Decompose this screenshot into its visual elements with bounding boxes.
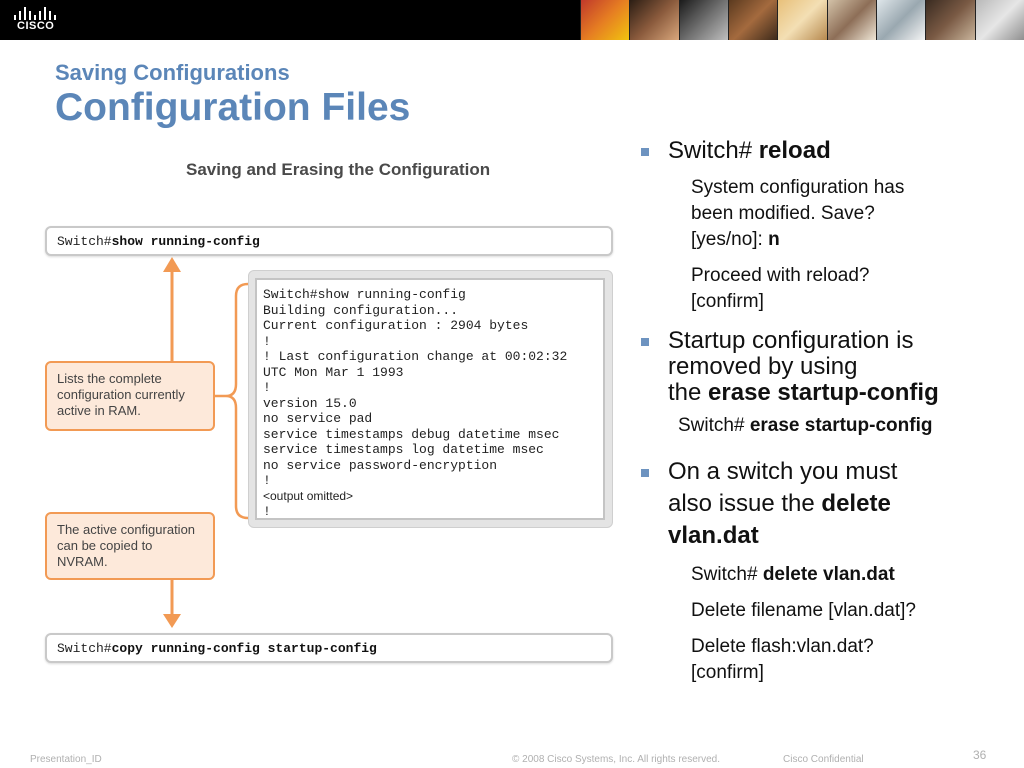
bullet-text [668, 523, 759, 549]
sub-bullet-line: [confirm] [691, 662, 764, 683]
footer-copyright: © 2008 Cisco Systems, Inc. All rights reserved. [512, 754, 721, 765]
bullet-square-icon [641, 338, 649, 346]
callout-running-config: Lists the complete configuration currently active in RAM. [45, 361, 215, 431]
bullet-text-part: also issue the [668, 490, 822, 517]
terminal-line: ! [263, 333, 271, 349]
bullet-text-bold: reload [758, 137, 831, 164]
sub-bullet-text: Switch# [678, 415, 750, 436]
terminal-line: Current configuration : 2904 bytes [263, 318, 529, 333]
callout-copy-to-nvram: The active configuration can be copied to NVRAM. [45, 512, 215, 580]
bullet-text-part: Switch# [668, 137, 759, 164]
terminal-output [255, 278, 605, 520]
sub-bullet-bold: n [768, 229, 780, 250]
bullet-text [668, 380, 939, 406]
sub-bullet-line: been modified. Save? [691, 203, 875, 224]
bullet-text-bold: erase startup-config [708, 379, 939, 406]
sub-bullet-line: Delete filename [vlan.dat]? [691, 600, 916, 621]
terminal-line: UTC Mon Mar 1 1993 [263, 364, 404, 380]
sub-bullet-line [691, 227, 780, 253]
terminal-line: service timestamps log datetime msec [263, 442, 544, 457]
sub-bullet-text: [yes/no]: [691, 229, 769, 250]
terminal-line: service timestamps debug datetime msec [263, 426, 560, 442]
sub-bullet-line: System configuration has [691, 177, 905, 198]
terminal-line: ! [263, 504, 271, 519]
command-prompt: Switch# [57, 234, 112, 249]
terminal-line: ! Last configuration change at 00:02:32 [263, 349, 568, 364]
sub-bullet-bold: delete vlan.dat [762, 564, 895, 585]
terminal-line: Building configuration... [263, 302, 459, 318]
bullet-square-icon [641, 469, 649, 477]
sub-bullet-line: Proceed with reload? [691, 265, 870, 286]
bullet-text-part: the [668, 379, 709, 406]
bullet-text [668, 491, 891, 517]
diagram-title: Saving and Erasing the Configuration [186, 160, 491, 179]
sub-bullet-line [691, 562, 895, 588]
page-number: 36 [973, 748, 987, 762]
command-text: copy running-config startup-config [111, 641, 377, 656]
logo-wordmark: CISCO [17, 20, 55, 32]
slide-subtitle: Saving Configurations [55, 60, 290, 85]
copy-running-config-command [45, 633, 613, 663]
footer-presentation-id: Presentation_ID [30, 754, 102, 765]
terminal-line: version 15.0 [263, 395, 357, 411]
bullet-text: On a switch you must [668, 458, 898, 485]
slide-title: Configuration Files [55, 86, 411, 129]
sub-bullet-line: [confirm] [691, 291, 764, 312]
sub-bullet-text: Switch# [691, 564, 763, 585]
terminal-line: <output omitted> [263, 488, 354, 503]
bullet-text-bold: delete [821, 490, 891, 517]
sub-bullet-line: Delete flash:vlan.dat? [691, 636, 874, 657]
bullet-square-icon [641, 148, 649, 156]
bullet-text: Startup configuration is [668, 327, 914, 354]
terminal-line: ! [263, 380, 271, 395]
footer-confidential: Cisco Confidential [783, 754, 864, 765]
terminal-line: no service password-encryption [263, 457, 498, 473]
sub-bullet-bold: erase startup-config [749, 415, 933, 436]
terminal-line: Switch#show running-config [263, 287, 466, 302]
command-text: show running-config [111, 234, 260, 249]
terminal-line: no service pad [263, 411, 373, 426]
bullet-text [668, 138, 831, 164]
terminal-line: ! [263, 473, 271, 488]
command-prompt: Switch# [57, 641, 112, 656]
bullet-text-bold: vlan.dat [668, 522, 759, 549]
bullet-text: removed by using [668, 353, 858, 380]
sub-bullet-line [678, 413, 932, 439]
